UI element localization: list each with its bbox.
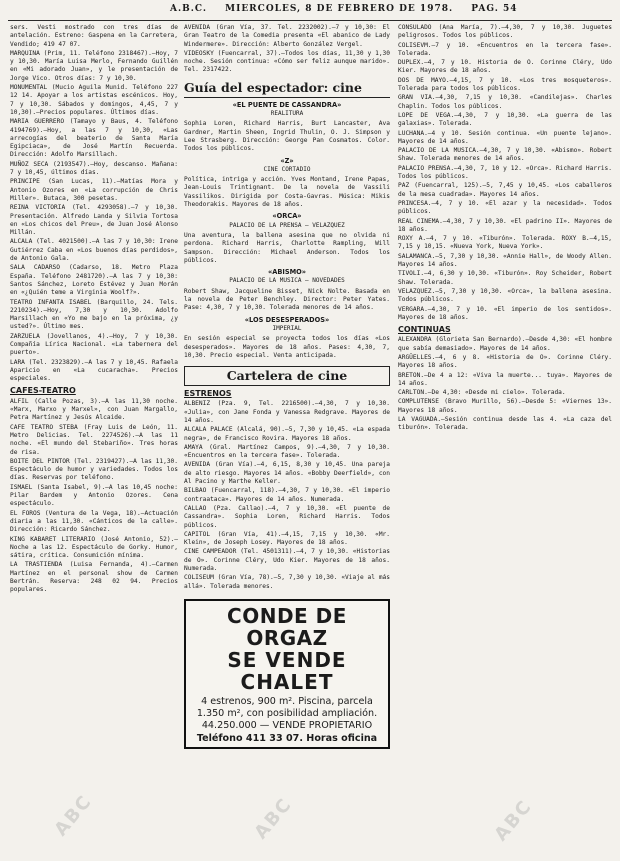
film-description: En sesión especial se proyecta todos los días «Los desesperados». Mayores de 18 años. Pases: 4,30, 7, 10,30. Precio especial. Venta anticipada. bbox=[184, 335, 390, 359]
watermark: ABC bbox=[490, 795, 537, 846]
listing-paragraph: AVENIDA (Gran Vía).—4, 6,15, 8,30 y 10,45. Una pareja de alto riesgo. Mayores 14 años. «Bobby Deerfield», con Al Pacino y Marthe Keller. bbox=[184, 461, 390, 486]
continuas-listings bbox=[398, 336, 612, 432]
ad-body: 4 estrenos, 900 m². Piscina, parcela 1.350 m², con posibilidad ampliación. 44.250.000 — VENDE PROPIETARIO bbox=[196, 695, 378, 731]
column-left bbox=[10, 24, 178, 853]
film-title: «ABISMO» bbox=[267, 268, 307, 277]
film-venue: IMPERIAL bbox=[272, 324, 302, 332]
listing-paragraph: SALA CADARSO (Cadarso, 18. Metro Plaza España. Teléfono 2481720).—A las 7 y 10,30: Santos Sánchez, Loreto Estévez y Juan Morán en «¿Quién teme a Virginia Woolf?». bbox=[10, 264, 178, 297]
listing-paragraph: LOPE DE VEGA.—4,30, 7 y 10,30. «La guerra de las galaxias». Tolerada. bbox=[398, 111, 612, 128]
listing-paragraph: CARLTON.—De 4,30: «Desde mi cielo». Tolerada. bbox=[398, 389, 566, 397]
listing-paragraph: COMPLUTENSE (Bravo Murillo, 56).—Desde 5: «Viernes 13». Mayores 18 años. bbox=[398, 398, 612, 414]
guide-heading: Guía del espectador: cine bbox=[184, 81, 390, 98]
film-title: «ORCA» bbox=[272, 212, 302, 221]
film-description: Política, intriga y acción. Yves Montand, Irene Papas, Jean-Louis Trintignant. De la novela de Vassili Vassilikos. Dirigida por Costa-Gavras. Música: Mikis Theodorakis. Mayores de 18 años. bbox=[184, 176, 390, 209]
film-venue: CINE CORTADIO bbox=[263, 165, 311, 173]
listing-paragraph: ALBENIZ (Pza. 9, Tel. 2216500).—4,30, 7 y 10,30. «Julia», con Jane Fonda y Vanessa Redgrave. Mayores de 14 años. bbox=[184, 400, 390, 424]
ad-phone: Teléfono 411 33 07. Horas oficina bbox=[196, 732, 378, 744]
listing-paragraph: TEATRO INFANTA ISABEL (Barquillo, 24. Tels. 2210234).—Hoy, 7,30 y 10,30. Adolfo Marsillach en «Yo me bajo en la próxima, ¿y usted?». Último mes. bbox=[10, 298, 178, 331]
listing-paragraph: GRAN VIA.—4,30, 7,15 y 10,30. «Candilejas». Charles Chaplin. Todos los públicos. bbox=[398, 94, 612, 110]
listing-paragraph: MARQUINA (Prim, 11. Teléfono 2318467).—Hoy, 7 y 10,30. María Luisa Merlo, Fernando Guillén en «Mi adorado Juan», y le presentación de Jorge Vico. Otros días: 7 y 10,30. bbox=[10, 49, 178, 82]
listing-paragraph: BILBAO (Fuencarral, 118).—4,30, 7 y 10,30. «El imperio contraataca». Mayores de 14 años. Numerada. bbox=[184, 487, 390, 503]
header-date: MIERCOLES, 8 DE FEBRERO DE 1978. bbox=[225, 4, 454, 14]
paper-name: A.B.C. bbox=[170, 4, 207, 14]
listing-paragraph: CALLAO (Pza. Callao).—4, 7 y 10,30. «El puente de Cassandra». Sophia Loren, Richard Harris. Todos públicos. bbox=[184, 504, 390, 529]
chalet-advertisement bbox=[184, 599, 390, 749]
film-description: Una aventura, la ballena asesina que no olvida ni perdona. Richard Harris, Charlotte Rampling, Will Sampson. Dirección: Michael Anderson. Todos los públicos. bbox=[184, 231, 390, 264]
film-venue: REALITURA bbox=[270, 110, 304, 118]
theatre-listings-continued bbox=[184, 24, 390, 75]
listing-paragraph: ALCALA PALACE (Alcalá, 90).—5, 7,30 y 10,45. «La espada negra», de Francisco Rovira. Mayores 18 años. bbox=[184, 426, 390, 442]
listing-paragraph: PRINCESA.—4, 7 y 10. «El azar y la necesidad». Todos públicos. bbox=[398, 199, 612, 216]
listing-paragraph: CINE CAMPEADOR (Tel. 4501311).—4, 7 y 10,30. «Historias de O». Corinne Cléry, Udo Kier. Mayores de 18 años. Numerada. bbox=[184, 548, 390, 573]
listing-paragraph: ALEXANDRA (Glorieta San Bernardo).—Desde 4,30: «El hombre que sabía demasiado». Mayores de 14 años. bbox=[398, 336, 612, 352]
listing-paragraph: DOS DE MAYO.—4,15, 7 y 10. «Los tres mosqueteros». Tolerada para todos los públicos. bbox=[398, 76, 612, 93]
ad-headline: SE VENDE CHALET bbox=[227, 647, 347, 694]
ad-location: CONDE DE ORGAZ bbox=[227, 603, 347, 650]
header-rule bbox=[8, 20, 612, 21]
column-right bbox=[398, 24, 612, 853]
listing-paragraph: AMAYA (Gral. Martínez Campos, 9).—4,30, 7 y 10,30. «Encuentros en la tercera fase». Tolerada. bbox=[184, 443, 390, 460]
listing-paragraph: ARGÜELLES.—4, 6 y 8. «Historia de O». Corinne Cléry. Mayores 18 años. bbox=[398, 353, 612, 370]
watermark: ABC bbox=[50, 790, 97, 841]
listing-paragraph: CAPITOL (Gran Vía, 41).—4,15, 7,15 y 10,30. «Mr. Klein», de Joseph Losey. Mayores de 18 años. bbox=[184, 530, 390, 547]
film-guide bbox=[184, 101, 390, 360]
listing-paragraph: VELAZQUEZ.—5, 7,30 y 10,30. «Orca», la ballena asesina. Todos públicos. bbox=[398, 287, 612, 304]
listing-paragraph: ISMAEL (Santa Isabel, 9).—A las 10,45 noche: Pilar Bardem y Antonio Ozores. Cena espectáculo. bbox=[10, 483, 178, 508]
listing-paragraph: LUCHANA.—4 y 10. Sesión continua. «Un puente lejano». Mayores de 14 años. bbox=[398, 129, 612, 145]
listing-paragraph: CONSULADO (Ana María, 7).—4,30, 7 y 10,30. Juguetes peligrosos. Todos los públicos. bbox=[398, 24, 612, 40]
listing-paragraph: ZARZUELA (Jovellanos, 4).—Hoy, 7 y 10,30. Compañía Lírica Nacional. «La tabernera del puerto». bbox=[10, 332, 178, 357]
listing-paragraph: EL FOROS (Ventura de la Vega, 18).—Actuación diaria a las 11,30. «Cánticos de la calle». Dirección: Ricardo Sánchez. bbox=[10, 509, 178, 534]
cinema-listings bbox=[398, 24, 612, 322]
listing-paragraph: TIVOLI.—4, 6,30 y 10,30. «Tiburón». Roy Scheider, Robert Shaw. Tolerada. bbox=[398, 270, 612, 286]
estrenos-listings bbox=[184, 400, 390, 591]
cafe-teatro-listings bbox=[10, 398, 178, 595]
listing-paragraph: LARA (Tel. 2323829).—A las 7 y 10,45. Rafaela Aparicio en «La cucaracha». Precios especiales. bbox=[10, 358, 178, 383]
listing-paragraph: MUÑOZ SECA (2193547).—Hoy, descanso. Mañana: 7 y 10,45, últimos días. bbox=[10, 160, 178, 177]
cafe-teatro-heading: CAFES-TEATRO bbox=[10, 386, 76, 396]
film-description: Sophia Loren, Richard Harris, Burt Lancaster, Ava Gardner, Martin Sheen, Ingrid Thulin, O. J. Simpson y Lee Strasberg. Dirección: George Pan Cosmatos. Color. Todos los públicos. bbox=[184, 120, 390, 153]
watermark: ABC bbox=[250, 793, 297, 844]
estrenos-heading: ESTRENOS bbox=[184, 389, 232, 399]
listing-paragraph: VIDEOSKY (Fuencarral, 37).—Todos los días, 11,30 y 1,30 noche. Sesión continua: «Cómo ser feliz aunque marido». Tel. 2317422. bbox=[184, 49, 390, 74]
continuas-heading: CONTINUAS bbox=[398, 325, 451, 335]
film-title: «LOS DESESPERADOS» bbox=[244, 315, 330, 324]
listing-paragraph: KING KABARET LITERARIO (José Antonio, 52).—Noche a las 12. Espectáculo de Gorky. Humor, sátira, crítica. Consumición mínima. bbox=[10, 535, 178, 560]
listing-paragraph: PALACIO DE LA MUSICA.—4,30, 7 y 10,30. «Abismo». Robert Shaw. Tolerada menores de 14 años. bbox=[398, 147, 612, 163]
listing-paragraph: BRETON.—De 4 a 12: «Viva la muerte... tuya». Mayores de 14 años. bbox=[398, 371, 612, 387]
listing-paragraph: MONUMENTAL (Mucio Aguila Munid. Teléfono 227 12 14. Apoyar a los artistas escénicos. Hoy, 7 y 10,30. Sábados y domingos, 4,45, 7 y 10,30).—Precios populares. Últimos días. bbox=[10, 84, 178, 116]
cartelera-heading: Cartelera de cine bbox=[184, 366, 390, 386]
listing-paragraph: ALFIL (Calle Pozas, 3).—A las 11,30 noche. «Marx, Marxo y Marxel», con Juan Margallo, Petra Martínez y Jesús Alcaide. bbox=[10, 397, 178, 422]
listing-paragraph: LA VAGUADA.—Sesión continua desde las 4. «La caza del tiburón». Tolerada. bbox=[398, 416, 612, 432]
listing-paragraph: AVENIDA (Gran Vía, 37. Tel. 2232002).—7 y 10,30: El Gran Teatro de la Comedia presenta «El abanico de Lady Windermere». Dirección: Alberto González Vergel. bbox=[184, 24, 390, 48]
listing-paragraph: ROXY A.—4, 7 y 10. «Tiburón». Tolerada. ROXY B.—4,15, 7,15 y 10,15. «Nueva York, Nueva York». bbox=[398, 235, 612, 251]
page-number: PAG. 54 bbox=[471, 4, 518, 14]
listing-paragraph: REAL CINEMA.—4,30, 7 y 10,30. «El padrino II». Mayores de 18 años. bbox=[398, 217, 612, 233]
listing-paragraph: sers. Vesti mostrado con tres días de antelación. Estreno: Gaspena en la Carretera, Vendido; 419 47 07. bbox=[10, 24, 178, 48]
listing-paragraph: PAZ (Fuencarral, 125).—5, 7,45 y 10,45. «Los caballeros de la mesa cuadrada». Mayores 14 años. bbox=[398, 182, 612, 198]
film-title: «Z» bbox=[280, 156, 294, 165]
listing-paragraph: CAFE TEATRO STEBA (Fray Luis de León, 11. Metro Delicias. Tel. 2274526).—A las 11 noche. «El mundo del Stebariño». Tres horas de risa. bbox=[10, 423, 178, 456]
film-description: Robert Shaw, Jacqueline Bisset, Nick Nolte. Basada en la novela de Peter Benchley. Director: Peter Yates. Pase: 4,30, 7 y 10,30. Tolerada menores de 14 años. bbox=[184, 287, 390, 312]
listing-paragraph: ALCALA (Tel. 4021500).—A las 7 y 10,30: Irene Gutiérrez Caba en «Los buenos días perdidos», de Antonio Gala. bbox=[10, 238, 178, 263]
page-header bbox=[170, 4, 610, 18]
theatre-listings bbox=[10, 24, 178, 383]
listing-paragraph: BOITE DEL PINTOR (Tel. 2319427).—A las 11,30. Espectáculo de humor y variedades. Todos los días. Reservas por teléfono. bbox=[10, 457, 178, 482]
listing-paragraph: DUPLEX.—4, 7 y 10. Historia de O. Corinne Cléry, Udo Kier. Mayores de 18 años. bbox=[398, 59, 612, 75]
listing-paragraph: VERGARA.—4,30, 7 y 10. «El imperio de los sentidos». Mayores de 18 años. bbox=[398, 305, 612, 321]
listing-paragraph: PALACIO PRENSA.—4,30, 7, 10 y 12. «Orca». Richard Harris. Todos los públicos. bbox=[398, 164, 612, 181]
listing-paragraph: REINA VICTORIA (Tel. 4293058).—7 y 10,30. Presentación. Alfredo Landa y Silvia Tortosa en «Los chicos del Preu», de Juan José Alonso Millán. bbox=[10, 204, 178, 237]
column-middle bbox=[184, 24, 390, 853]
listing-paragraph: LA TRASTIENDA (Luisa Fernanda, 4).—Carmen Martínez en el personal show de Carmen Bertrán. Reserva: 248 02 94. Precios populares. bbox=[10, 561, 178, 594]
listing-paragraph: COLISEVM.—7 y 10. «Encuentros en la tercera fase». Tolerada. bbox=[398, 41, 612, 57]
listing-paragraph: SALAMANCA.—5, 7,30 y 10,30. «Annie Hall», de Woody Allen. Mayores 14 años. bbox=[398, 252, 612, 269]
listing-paragraph: COLISEUM (Gran Vía, 78).—5, 7,30 y 10,30. «Viaje al más allá». Tolerada menores. bbox=[184, 574, 390, 590]
film-title: «EL PUENTE DE CASSANDRA» bbox=[232, 100, 342, 109]
listing-paragraph: PRINCIPE (San Lucas, 11).—Matías Mora y Antonio Ozores en «La corrupción de Chris Miller». Butaca, 300 pesetas. bbox=[10, 178, 178, 202]
film-venue: PALACIO DE LA MUSICA — NOVEDADES bbox=[229, 277, 345, 285]
film-venue: PALACIO DE LA PRENSA — VELAZQUEZ bbox=[229, 221, 345, 229]
listing-paragraph: MARIA GUERRERO (Tamayo y Baus, 4. Teléfono 4194769).—Hoy, a las 7 y 10,30, «Las arrecogías del beaterio de Santa María Egipciaca», de José Martín Recuerda. Dirección: Adolfo Marsillach. bbox=[10, 118, 178, 159]
